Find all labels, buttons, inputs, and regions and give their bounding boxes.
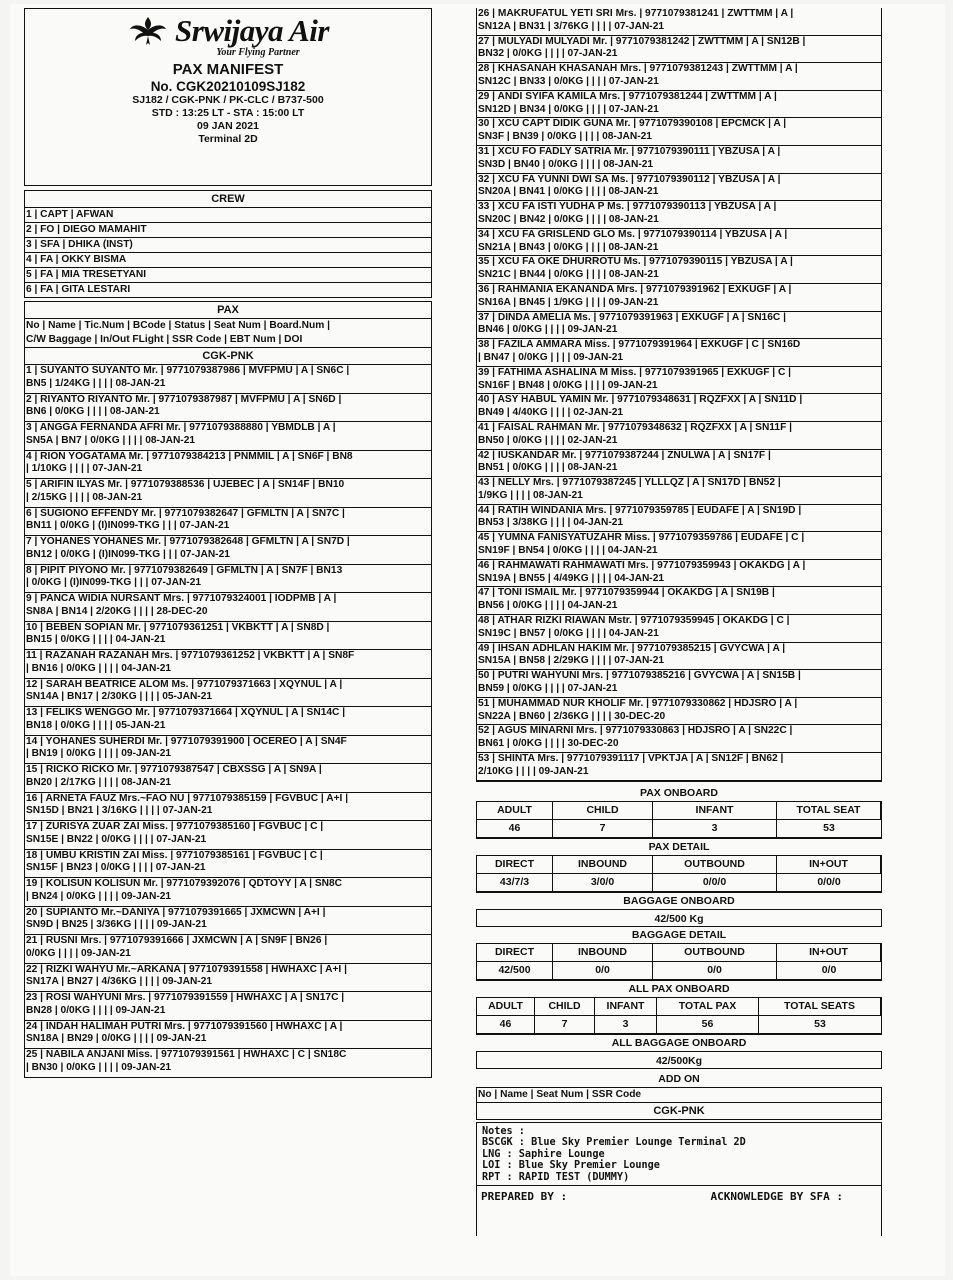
pax-row-line-2: SN12C | BN33 | 0/0KG | | | | 07-JAN-21 xyxy=(478,75,659,87)
pax-row xyxy=(25,793,431,822)
all-baggage-onboard-value: 42/500Kg xyxy=(476,1051,882,1069)
pax-row-line-1: 10 | BEBEN SOPIAN Mr. | 9771079361251 | VKBKTT | A | SN8D | xyxy=(26,621,330,633)
pax-row xyxy=(25,536,431,565)
all-pax-onboard-table xyxy=(476,997,882,1035)
value-in-out: 0/0/0 xyxy=(777,874,881,892)
pax-row xyxy=(25,679,431,708)
pax-row-line-2: SN14A | BN17 | 2/30KG | | | | 05-JAN-21 xyxy=(26,691,213,703)
pax-row-line-1: 2 | RIYANTO RIYANTO Mr. | 9771079387987 | MVFPMU | A | SN6D | xyxy=(26,393,342,405)
add-on-table xyxy=(476,1087,882,1120)
pax-row-line-2: BN50 | 0/0KG | | | | 02-JAN-21 xyxy=(478,434,618,446)
pax-row xyxy=(477,146,881,174)
pax-row xyxy=(477,725,881,753)
pax-row-line-2: SN3D | BN40 | 0/0KG | | | | 08-JAN-21 xyxy=(478,158,654,170)
note-line: BSCGK : Blue Sky Premier Lounge Terminal 2D xyxy=(482,1137,746,1149)
value-child: 7 xyxy=(553,820,653,838)
pax-row xyxy=(25,907,431,936)
pax-row-line-1: 16 | ARNETA FAUZ Mrs.~FAO NU | 9771079385159 | FGVBUC | A+I | xyxy=(26,792,349,804)
pax-row xyxy=(25,622,431,651)
pax-row-line-2: BN15 | 0/0KG | | | | 04-JAN-21 xyxy=(26,634,166,646)
pax-row-line-2: BN56 | 0/0KG | | | | 04-JAN-21 xyxy=(478,600,618,612)
pax-row xyxy=(477,174,881,202)
pax-row-line-1: 43 | NELLY Mrs. | 9771079387245 | YLLLQZ | A | SN17D | BN52 | xyxy=(478,477,781,489)
flight-terminal: Terminal 2D xyxy=(198,133,258,145)
baggage-detail-title: BAGGAGE DETAIL xyxy=(631,928,727,941)
pax-row xyxy=(477,201,881,229)
baggage-detail-section xyxy=(476,927,882,981)
pax-row xyxy=(477,256,881,284)
pax-row-line-1: 38 | FAZILA AMMARA Miss. | 9771079391964 | EXKUGF | C | SN16D xyxy=(478,339,801,351)
pax-row-line-2: SN12D | BN34 | 0/0KG | | | | 07-JAN-21 xyxy=(478,103,659,115)
pax-row-line-2: | BN30 | 0/0KG | | | | 09-JAN-21 xyxy=(26,1061,172,1073)
pax-row xyxy=(25,451,431,480)
pax-row-line-1: 13 | FELIKS WENGGO Mr. | 9771079371664 | XQYNUL | A | SN14C | xyxy=(26,707,346,718)
signoff-row xyxy=(477,1186,881,1236)
pax-row-line-2: 2/10KG | | | | 09-JAN-21 xyxy=(478,765,589,777)
value-direct: 42/500 xyxy=(477,962,553,980)
pax-row-line-1: 52 | AGUS MINARNI Mrs. | 9771079330863 | HDJSRO | A | SN22C | xyxy=(478,725,793,737)
pax-row-line-2: | 2/15KG | | | | 08-JAN-21 xyxy=(26,491,143,503)
add-on-section xyxy=(476,1071,882,1120)
pax-row-line-2: SN8A | BN14 | 2/20KG | | | | 28-DEC-20 xyxy=(26,605,208,617)
pax-row-line-1: 53 | SHINTA Mrs. | 9771079391117 | VPKTJA | A | SN12F | BN62 | xyxy=(478,753,784,765)
pax-row-line-1: 23 | ROSI WAHYUNI Mrs. | 9771079391559 | HWHAXC | A | SN17C | xyxy=(26,992,345,1003)
flight-date: 09 JAN 2021 xyxy=(197,120,259,132)
pax-row-line-2: BN59 | 0/0KG | | | | 07-JAN-21 xyxy=(478,683,618,695)
value-total-pax: 56 xyxy=(657,1016,759,1034)
value-total-seat: 53 xyxy=(777,820,881,838)
pax-row-line-1: 37 | DINDA AMELIA Ms. | 9771079391963 | EXKUGF | A | SN16C | xyxy=(478,311,786,323)
pax-row xyxy=(25,1049,431,1078)
notes xyxy=(477,1123,881,1187)
pax-row xyxy=(25,764,431,793)
pax-row-line-1: 17 | ZURISYA ZUAR ZAI Miss. | 9771079385160 | FGVBUC | C | xyxy=(26,821,324,832)
pax-row xyxy=(25,736,431,765)
pax-row-line-2: BN49 | 4/40KG | | | | 02-JAN-21 xyxy=(478,407,624,419)
pax-row-line-2: 0/0KG | | | | 09-JAN-21 xyxy=(26,947,131,959)
pax-row-line-2: SN19C | BN57 | 0/0KG | | | | 04-JAN-21 xyxy=(478,627,659,639)
pax-section-continued xyxy=(476,8,882,782)
pax-row-line-2: BN6 | 0/0KG | | | | 08-JAN-21 xyxy=(26,406,160,418)
pax-row-line-2: SN21C | BN44 | 0/0KG | | | | 08-JAN-21 xyxy=(478,269,659,281)
pax-row xyxy=(25,479,431,508)
pax-row xyxy=(477,587,881,615)
manifest-title: PAX MANIFEST xyxy=(172,61,284,78)
pax-section xyxy=(24,301,432,1078)
pax-row-line-2: SN21A | BN43 | 0/0KG | | | | 08-JAN-21 xyxy=(478,241,659,253)
pax-row-line-2: SN19A | BN55 | 4/49KG | | | | 04-JAN-21 xyxy=(478,572,665,584)
prepared-by-label: PREPARED BY : xyxy=(481,1190,568,1204)
crew-row: 4 | FA | OKKY BISMA xyxy=(25,253,431,268)
pax-row-line-1: 4 | RION YOGATAMA Mr. | 9771079384213 | PNMMIL | A | SN6F | BN8 xyxy=(26,450,353,462)
value-outbound: 0/0/0 xyxy=(653,874,777,892)
pax-row-line-1: 28 | KHASANAH KHASANAH Mrs. | 9771079381243 | ZWTTMM | A | xyxy=(478,63,798,75)
pax-row-line-2: SN20C | BN42 | 0/0KG | | | | 08-JAN-21 xyxy=(478,213,659,225)
pax-row xyxy=(477,229,881,257)
pax-row-line-1: 5 | ARIFIN ILYAS Mr. | 9771079388536 | UJEBEC | A | SN14F | BN10 xyxy=(26,479,345,490)
pax-row-line-1: 19 | KOLISUN KOLISUN Mr. | 9771079392076 | QDTOYY | A | SN8C xyxy=(26,878,343,889)
header-child: CHILD xyxy=(553,802,653,820)
value-child: 7 xyxy=(535,1016,595,1034)
pax-row-line-2: SN12A | BN31 | 3/76KG | | | | 07-JAN-21 xyxy=(478,20,665,32)
pax-row xyxy=(477,63,881,91)
pax-row-line-2: SN3F | BN39 | 0/0KG | | | | 08-JAN-21 xyxy=(478,131,652,143)
header-total-pax: TOTAL PAX xyxy=(657,998,759,1016)
pax-row xyxy=(477,450,881,478)
pax-row-line-1: 1 | SUYANTO SUYANTO Mr. | 9771079387986 | MVFPMU | A | SN6C | xyxy=(26,365,350,376)
all-pax-onboard-section xyxy=(476,981,882,1035)
pax-row-line-1: 48 | ATHAR RIZKI RIAWAN Mstr. | 9771079359945 | OKAKDG | C | xyxy=(478,615,790,627)
header-outbound: OUTBOUND xyxy=(653,856,777,874)
pax-detail-section xyxy=(476,839,882,893)
pax-row-line-1: 47 | TONI ISMAIL Mr. | 9771079359944 | OKAKDG | A | SN19B | xyxy=(478,587,775,599)
pax-row xyxy=(477,615,881,643)
pax-row-line-2: SN17A | BN27 | 4/36KG | | | | 09-JAN-21 xyxy=(26,976,213,988)
pax-row xyxy=(25,821,431,850)
pax-row-line-1: 29 | ANDI SYIFA KAMILA Mrs. | 9771079381244 | ZWTTMM | A | xyxy=(478,90,777,102)
pax-row-line-2: SN20A | BN41 | 0/0KG | | | | 08-JAN-21 xyxy=(478,186,659,198)
pax-row-line-1: 6 | SUGIONO EFFENDY Mr. | 9771079382647 | GFMLTN | A | SN7C | xyxy=(26,507,345,519)
all-baggage-onboard-section xyxy=(476,1035,882,1069)
pax-row xyxy=(477,698,881,726)
crew-section xyxy=(24,190,432,298)
pax-row xyxy=(25,878,431,907)
pax-row-line-2: | 1/10KG | | | | 07-JAN-21 xyxy=(26,463,143,475)
pax-row xyxy=(477,422,881,450)
value-infant: 3 xyxy=(653,820,777,838)
pax-row-line-2: BN28 | 0/0KG | | | | 09-JAN-21 xyxy=(26,1004,166,1016)
pax-row-line-1: 49 | IHSAN ADHLAN HAKIM Mr. | 9771079385215 | GVYCWA | A | xyxy=(478,642,786,654)
pax-row-line-2: SN15F | BN23 | 0/0KG | | | | 07-JAN-21 xyxy=(26,862,206,874)
pax-row-line-2: SN19F | BN54 | 0/0KG | | | | 04-JAN-21 xyxy=(478,545,658,557)
crew-title: CREW xyxy=(25,191,431,208)
crew-row: 6 | FA | GITA LESTARI xyxy=(26,284,131,295)
value-in-out: 0/0 xyxy=(777,962,881,980)
pax-row-line-2: SN9D | BN25 | 3/36KG | | | | 09-JAN-21 xyxy=(26,919,207,931)
crew-row: 1 | CAPT | AFWAN xyxy=(25,208,431,223)
header-outbound: OUTBOUND xyxy=(653,944,777,962)
baggage-onboard-value: 42/500 Kg xyxy=(476,909,882,927)
pax-row-line-2: | BN24 | 0/0KG | | | | 09-JAN-21 xyxy=(26,890,172,902)
header-in-out: IN+OUT xyxy=(777,856,881,874)
pax-row xyxy=(25,394,431,423)
pax-row xyxy=(477,36,881,64)
left-column xyxy=(24,8,432,1078)
pax-row-line-1: 30 | XCU CAPT DIDIK GUNA Mr. | 9771079390108 | EPCMCK | A | xyxy=(478,118,787,130)
crew-row: 5 | FA | MIA TRESETYANI xyxy=(25,268,431,283)
pax-row-line-2: BN11 | 0/0KG | (I)IN099-TKG | | | 07-JAN-21 xyxy=(26,520,230,532)
pax-row-line-1: 20 | SUPIANTO Mr.~DANIYA | 9771079391665 | JXMCWN | A+I | xyxy=(26,906,326,918)
pax-row xyxy=(477,339,881,367)
pax-row-line-1: 34 | XCU FA GRISLEND GLO Ms. | 9771079390114 | YBZUSA | A | xyxy=(478,228,788,240)
pax-row xyxy=(477,312,881,340)
pax-onboard-table xyxy=(476,801,882,839)
pax-row-line-1: 39 | FATHIMA ASHALINA M Miss. | 9771079391965 | EXKUGF | C | xyxy=(478,366,791,378)
pax-row xyxy=(25,565,431,594)
pax-row xyxy=(25,992,431,1021)
pax-row-line-1: 3 | ANGGA FERNANDA AFRI Mr. | 9771079388880 | YBMDLB | A | xyxy=(26,422,336,433)
pax-row xyxy=(477,643,881,671)
pax-row-line-2: BN32 | 0/0KG | | | | 07-JAN-21 xyxy=(478,48,618,60)
right-column xyxy=(476,8,882,1236)
pax-row xyxy=(25,964,431,993)
header-in-out: IN+OUT xyxy=(777,944,881,962)
pax-row xyxy=(477,284,881,312)
pax-row-line-2: 1/9KG | | | | 08-JAN-21 xyxy=(478,489,583,501)
pax-row-line-1: 46 | RAHMAWATI RAHMAWATI Mrs. | 9771079359943 | OKAKDG | A | xyxy=(478,559,806,571)
pax-row xyxy=(477,118,881,146)
value-total-seats: 53 xyxy=(759,1016,881,1034)
baggage-onboard-title: BAGGAGE ONBOARD xyxy=(623,894,735,907)
add-on-sector: CGK-PNK xyxy=(653,1104,705,1117)
pax-row-line-2: SN18A | BN29 | 0/0KG | | | | 09-JAN-21 xyxy=(26,1033,207,1045)
pax-row xyxy=(25,650,431,679)
pax-row xyxy=(25,1021,431,1050)
pax-row xyxy=(477,477,881,505)
header-total-seats: TOTAL SEATS xyxy=(759,998,881,1016)
pax-onboard-title: PAX ONBOARD xyxy=(640,786,718,799)
pax-row-line-2: SN16A | BN45 | 1/9KG | | | | 09-JAN-21 xyxy=(478,296,659,308)
logo xyxy=(25,13,431,49)
header-total-seat: TOTAL SEAT xyxy=(777,802,881,820)
pax-row-line-1: 27 | MULYADI MULYADI Mr. | 9771079381242 | ZWTTMM | A | SN12B | xyxy=(478,35,806,47)
pax-row-line-2: | 0/0KG | (I)IN099-TKG | | | 07-JAN-21 xyxy=(26,577,202,589)
pax-row-line-1: 18 | UMBU KRISTIN ZAI Miss. | 9771079385161 | FGVBUC | C | xyxy=(26,849,323,861)
pax-row xyxy=(25,422,431,451)
pax-row-line-1: 26 | MAKRUFATUL YETI SRI Mrs. | 9771079381241 | ZWTTMM | A | xyxy=(478,8,794,19)
pax-row-line-2: SN15D | BN21 | 3/16KG | | | | 07-JAN-21 xyxy=(26,805,213,817)
baggage-detail-table xyxy=(476,943,882,981)
pax-row-line-2: | BN19 | 0/0KG | | | | 09-JAN-21 xyxy=(26,748,172,760)
pax-row-line-1: 50 | PUTRI WAHYUNI Mrs. | 9771079385216 | GVYCWA | A | SN15B | xyxy=(478,670,801,682)
header-inbound: INBOUND xyxy=(553,856,653,874)
header-adult: ADULT xyxy=(477,802,553,820)
value-adult: 46 xyxy=(477,820,553,838)
baggage-onboard-section xyxy=(476,893,882,927)
acknowledge-by-sfa-label: ACKNOWLEDGE BY SFA : xyxy=(710,1190,843,1204)
note-line: RPT : RAPID TEST (DUMMY) xyxy=(482,1171,630,1183)
pax-row xyxy=(25,935,431,964)
pax-row-line-2: BN18 | 0/0KG | | | | 05-JAN-21 xyxy=(26,719,166,731)
pax-onboard-section xyxy=(476,785,882,839)
pax-row xyxy=(25,593,431,622)
pax-row-line-1: 25 | NABILA ANJANI Miss. | 9771079391561 | HWHAXC | C | SN18C xyxy=(26,1049,347,1060)
pax-row xyxy=(25,508,431,537)
pax-row xyxy=(25,850,431,879)
pax-columns-line-1: No | Name | Tic.Num | BCode | Status | Seat Num | Board.Num | xyxy=(26,320,330,331)
header-inbound: INBOUND xyxy=(553,944,653,962)
pax-row-line-2: BN61 | 0/0KG | | | | 30-DEC-20 xyxy=(478,738,619,750)
pax-row-line-1: 40 | ASY HABUL YAMIN Mr. | 9771079348631 | RQZFXX | A | SN11D | xyxy=(478,394,803,406)
value-inbound: 3/0/0 xyxy=(553,874,653,892)
pax-row-line-2: SN5A | BN7 | 0/0KG | | | | 08-JAN-21 xyxy=(26,434,196,446)
note-line: LOI : Blue Sky Premier Lounge xyxy=(482,1160,660,1172)
pax-row-line-2: BN53 | 3/38KG | | | | 04-JAN-21 xyxy=(478,517,624,529)
pax-detail-title: PAX DETAIL xyxy=(648,840,710,853)
pax-row-line-1: 11 | RAZANAH RAZANAH Mrs. | 9771079361252 | VKBKTT | A | SN8F xyxy=(26,650,355,661)
header-infant: INFANT xyxy=(595,998,657,1016)
pax-row-line-2: SN16F | BN48 | 0/0KG | | | | 09-JAN-21 xyxy=(478,379,658,391)
pax-row xyxy=(477,367,881,395)
pax-columns xyxy=(25,319,431,347)
pax-row xyxy=(477,394,881,422)
crew-row: 3 | SFA | DHIKA (INST) xyxy=(25,238,431,253)
pax-row-line-1: 44 | RATIH WINDANIA Mrs. | 9771079359785 | EUDAFE | A | SN19D | xyxy=(478,504,802,516)
pax-row xyxy=(477,8,881,36)
pax-row-line-1: 21 | RUSNI Mrs. | 9771079391666 | JXMCWN | A | SN9F | BN26 | xyxy=(26,935,328,946)
pax-row-line-2: BN5 | 1/24KG | | | | 08-JAN-21 xyxy=(26,377,166,389)
pax-row-line-2: BN51 | 0/0KG | | | | 08-JAN-21 xyxy=(478,462,618,474)
header-direct: DIRECT xyxy=(477,856,553,874)
pax-row-line-1: 35 | XCU FA OKE DHURROTU Ms. | 9771079390115 | YBZUSA | A | xyxy=(478,256,793,268)
header-child: CHILD xyxy=(535,998,595,1016)
pax-row-line-1: 9 | PANCA WIDIA NURSANT Mrs. | 9771079324001 | IODPMB | A | xyxy=(26,593,337,604)
manifest-header xyxy=(24,8,432,186)
pax-row-line-1: 32 | XCU FA YUNNI DWI SA Ms. | 9771079390112 | YBZUSA | A | xyxy=(478,173,781,185)
pax-row-line-2: BN12 | 0/0KG | (I)IN099-TKG | | | 07-JAN-21 xyxy=(26,548,230,560)
notes-signoff-section xyxy=(476,1122,882,1237)
pax-row-line-1: 31 | XCU FO FADLY SATRIA Mr. | 9771079390111 | YBZUSA | A | xyxy=(478,145,781,157)
flight-schedule: STD : 13:25 LT - STA : 15:00 LT xyxy=(151,107,305,119)
pax-row-line-1: 14 | YOHANES SUHERDI Mr. | 9771079391900 | OCEREO | A | SN4F xyxy=(26,735,347,747)
brand-name: Srwijaya Air xyxy=(175,13,329,48)
airline-logo-icon xyxy=(127,14,169,48)
pax-row-line-2: BN46 | 0/0KG | | | | 09-JAN-21 xyxy=(478,324,618,336)
pax-row-line-1: 36 | RAHMANIA EKANANDA Mrs. | 9771079391962 | EXKUGF | A | xyxy=(478,283,792,295)
pax-detail-table xyxy=(476,855,882,893)
pax-row-line-1: 41 | FAISAL RAHMAN Mr. | 9771079348632 | RQZFXX | A | SN11F | xyxy=(478,421,792,433)
pax-row-line-1: 33 | XCU FA ISTI YUDHA P Ms. | 9771079390113 | YBZUSA | A | xyxy=(478,201,777,213)
flight-route: SJ182 / CGK-PNK / PK-CLC / B737-500 xyxy=(132,94,324,106)
pax-row xyxy=(477,670,881,698)
pax-sector: CGK-PNK xyxy=(25,347,431,365)
pax-row xyxy=(25,365,431,394)
header-adult: ADULT xyxy=(477,998,535,1016)
pax-row xyxy=(25,707,431,736)
value-direct: 43/7/3 xyxy=(477,874,553,892)
add-on-columns: No | Name | Seat Num | SSR Code xyxy=(477,1088,881,1103)
pax-row xyxy=(477,532,881,560)
header-infant: INFANT xyxy=(653,802,777,820)
pax-row-line-2: SN22A | BN60 | 2/36KG | | | | 30-DEC-20 xyxy=(478,710,666,722)
pax-row-line-1: 7 | YOHANES YOHANES Mr. | 9771079382648 | GFMLTN | A | SN7D | xyxy=(26,536,350,547)
pax-columns-line-2: C/W Baggage | In/Out FLight | SSR Code | EBT Num | DOI xyxy=(26,334,303,345)
pax-title: PAX xyxy=(25,302,431,319)
pax-row-line-1: 8 | PIPIT PIYONO Mr. | 9771079382649 | GFMLTN | A | SN7F | BN13 xyxy=(26,564,343,576)
pax-row xyxy=(477,753,881,781)
pax-row xyxy=(477,505,881,533)
pax-row-line-1: 51 | MUHAMMAD NUR KHOLIF Mr. | 9771079330862 | HDJSRO | A | xyxy=(478,697,798,709)
pax-row-line-1: 12 | SARAH BEATRICE ALOM Ms. | 9771079371663 | XQYNUL | A | xyxy=(26,678,343,690)
value-inbound: 0/0 xyxy=(553,962,653,980)
all-pax-onboard-title: ALL PAX ONBOARD xyxy=(628,982,730,995)
pax-row-line-1: 42 | IUSKANDAR Mr. | 9771079387244 | ZNULWA | A | SN17F | xyxy=(478,449,771,461)
pax-row-line-1: 22 | RIZKI WAHYU Mr.~ARKANA | 9771079391558 | HWHAXC | A+I | xyxy=(26,963,347,975)
pax-row-line-1: 15 | RICKO RICKO Mr. | 9771079387547 | CBXSSG | A | SN9A | xyxy=(26,764,322,775)
pax-row-line-2: SN15E | BN22 | 0/0KG | | | | 07-JAN-21 xyxy=(26,833,207,845)
notes-label: Notes : xyxy=(482,1125,525,1137)
header-direct: DIRECT xyxy=(477,944,553,962)
all-baggage-onboard-title: ALL BAGGAGE ONBOARD xyxy=(611,1036,747,1049)
value-infant: 3 xyxy=(595,1016,657,1034)
crew-row: 2 | FO | DIEGO MAMAHIT xyxy=(25,223,431,238)
pax-row-line-1: 45 | YUMNA FANISYATUZAHR Miss. | 9771079359786 | EUDAFE | C | xyxy=(478,532,805,544)
note-line: LNG : Saphire Lounge xyxy=(482,1148,605,1160)
pax-row xyxy=(477,91,881,119)
pax-row-line-2: | BN47 | 0/0KG | | | | 09-JAN-21 xyxy=(478,351,624,363)
pax-row xyxy=(477,560,881,588)
pax-row-line-2: SN15A | BN58 | 2/29KG | | | | 07-JAN-21 xyxy=(478,655,665,667)
pax-row-line-1: 24 | INDAH HALIMAH PUTRI Mrs. | 9771079391560 | HWHAXC | A | xyxy=(26,1020,343,1032)
manifest-number: No. CGK20210109SJ182 xyxy=(150,79,306,94)
add-on-title: ADD ON xyxy=(658,1072,700,1085)
pax-row-line-2: | BN16 | 0/0KG | | | | 04-JAN-21 xyxy=(26,662,172,674)
value-adult: 46 xyxy=(477,1016,535,1034)
value-outbound: 0/0 xyxy=(653,962,777,980)
brand-tagline: Your Flying Partner xyxy=(216,47,300,58)
pax-row-line-2: BN20 | 2/17KG | | | | 08-JAN-21 xyxy=(26,776,172,788)
